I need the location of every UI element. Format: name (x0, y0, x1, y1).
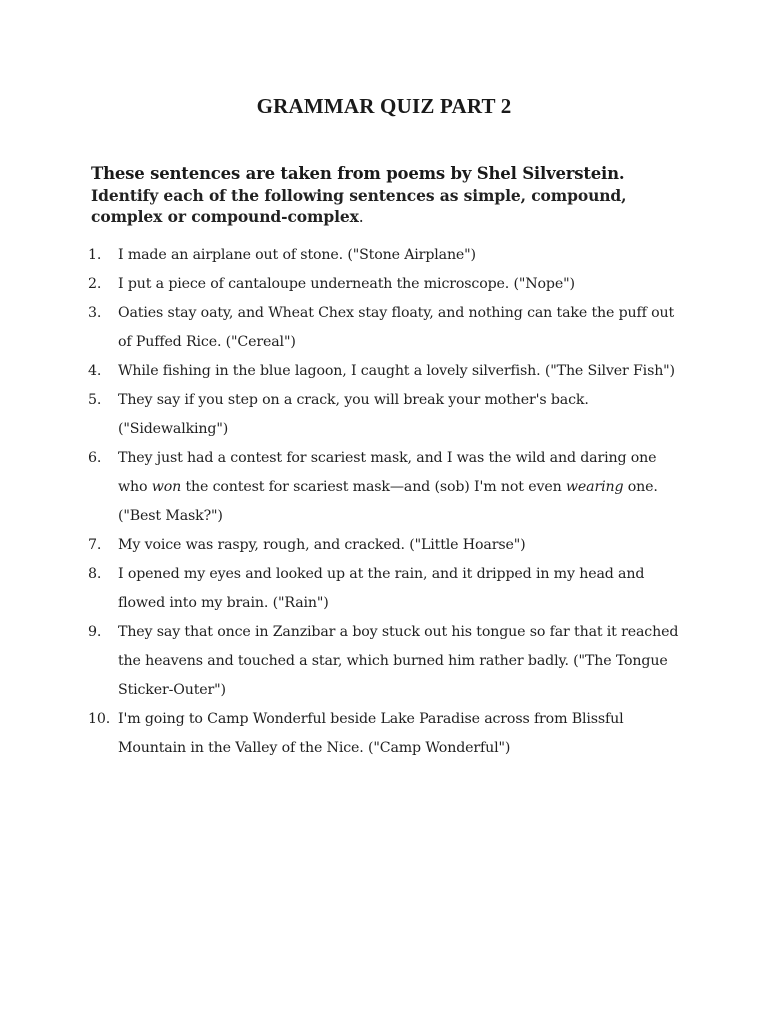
item-number: 6. (88, 450, 102, 466)
list-item (88, 705, 688, 763)
item-text: They say if you step on a crack, you will break your mother's back. ("Sidewalking") (118, 392, 589, 437)
item-text: I put a piece of cantaloupe underneath the microscope. ("Nope") (118, 276, 575, 292)
item-number: 8. (88, 566, 102, 582)
list-item (88, 560, 688, 618)
item-text: I made an airplane out of stone. ("Stone Airplane") (118, 247, 476, 263)
list-item (88, 444, 688, 531)
page-title: GRAMMAR QUIZ PART 2 (256, 94, 512, 118)
item-text-emphasis: wearing (565, 479, 624, 495)
item-text: I'm going to Camp Wonderful beside Lake Paradise across from Blissful Mountain in the Valley of the Nice. ("Camp Wonderful") (118, 711, 624, 756)
intro-instruction (91, 185, 691, 228)
item-number: 7. (88, 537, 102, 553)
list-item (88, 618, 688, 705)
item-number: 9. (88, 624, 102, 640)
item-text: Oaties stay oaty, and Wheat Chex stay floaty, and nothing can take the puff out of Puffed Rice. ("Cereal") (118, 305, 675, 350)
list-item (88, 299, 688, 357)
item-number: 4. (88, 363, 102, 379)
item-text-part: one. ("Best Mask?") (118, 479, 658, 524)
list-item (88, 531, 688, 560)
item-text: I opened my eyes and looked up at the rain, and it dripped in my head and flowed into my brain. ("Rain") (118, 566, 645, 611)
item-text (118, 444, 688, 531)
item-text-part: the contest for scariest mask—and (sob) I'm not even (181, 479, 566, 495)
list-item (88, 357, 688, 386)
item-text-part: They just had a contest for scariest mask, and I was the wild and daring one who (118, 450, 657, 495)
item-number: 5. (88, 392, 102, 408)
list-item (88, 270, 688, 299)
item-text: They say that once in Zanzibar a boy stuck out his tongue so far that it reached the heavens and touched a star, which burned him rather badly. ("The Tongue Sticker-Outer") (118, 624, 679, 698)
item-text: While fishing in the blue lagoon, I caught a lovely silverfish. ("The Silver Fish") (118, 363, 675, 379)
item-text-emphasis: won (151, 479, 182, 495)
intro-lead: These sentences are taken from poems by Shel Silverstein. (91, 164, 625, 183)
intro-instruction-text: Identify each of the following sentences as simple, compound, complex or compound-complex (91, 186, 627, 226)
item-number: 1. (88, 247, 102, 263)
list-item (88, 386, 688, 444)
item-text: My voice was raspy, rough, and cracked. ("Little Hoarse") (118, 537, 526, 553)
sentence-list (88, 241, 688, 763)
item-number: 10. (88, 711, 111, 727)
intro-block (91, 163, 691, 228)
item-number: 3. (88, 305, 102, 321)
list-item (88, 241, 688, 270)
intro-instruction-period: . (358, 208, 364, 226)
item-number: 2. (88, 276, 102, 292)
